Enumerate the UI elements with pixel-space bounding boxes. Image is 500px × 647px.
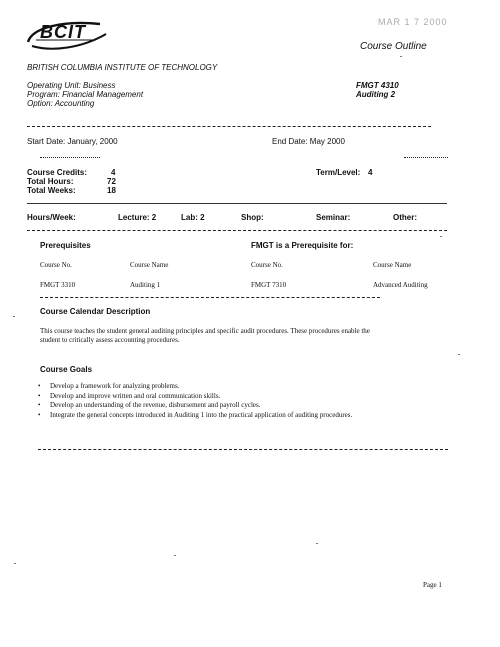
program: Program: Financial Management — [27, 90, 144, 99]
goals-heading: Course Goals — [40, 365, 93, 374]
course-code: FMGT 4310 — [356, 81, 399, 90]
doc-type: Course Outline — [360, 41, 427, 52]
scan-speck — [458, 354, 460, 355]
goal-item: • Develop a framework for analyzing problems. — [36, 382, 352, 392]
goal-item: • Develop an understanding of the revenue, disbursement and payroll cycles. — [36, 401, 352, 411]
option: Option: Accounting — [27, 99, 95, 108]
hours-value: 72 — [107, 177, 116, 186]
lecture-hours: Lecture: 2 — [118, 213, 157, 222]
col-course-no: Course No. — [251, 261, 283, 269]
divider-line — [38, 449, 448, 450]
weeks-label: Total Weeks: — [27, 186, 76, 195]
other-hours: Other: — [393, 213, 417, 222]
scan-speck — [174, 555, 176, 556]
divider-line — [27, 230, 447, 231]
end-date: End Date: May 2000 — [272, 137, 345, 146]
credits-label: Course Credits: — [27, 168, 88, 177]
hours-week-label: Hours/Week: — [27, 213, 76, 222]
weeks-value: 18 — [107, 186, 116, 195]
col-course-name: Course Name — [130, 261, 169, 269]
credits-value: 4 — [111, 168, 116, 177]
institute-name: BRITISH COLUMBIA INSTITUTE OF TECHNOLOGY — [27, 63, 218, 72]
description-heading: Course Calendar Description — [40, 307, 151, 316]
hours-label: Total Hours: — [27, 177, 74, 186]
course-name: Auditing 2 — [356, 90, 396, 99]
seminar-hours: Seminar: — [316, 213, 351, 222]
scan-speck — [400, 56, 402, 57]
postreq-course-no: FMGT 7310 — [251, 281, 287, 289]
divider-line — [27, 203, 447, 204]
shop-hours: Shop: — [241, 213, 264, 222]
start-date: Start Date: January, 2000 — [27, 137, 118, 146]
postreq-course-name: Advanced Auditing — [373, 281, 428, 289]
divider-line — [27, 126, 431, 127]
bcit-logo — [22, 12, 110, 56]
page-number: Page 1 — [423, 581, 442, 589]
scan-speck — [316, 543, 318, 544]
col-course-no: Course No. — [40, 261, 72, 269]
divider-line — [40, 157, 100, 158]
prereq-course-no: FMGT 3310 — [40, 281, 76, 289]
col-course-name: Course Name — [373, 261, 412, 269]
scan-speck — [13, 316, 15, 317]
goal-item: • Integrate the general concepts introduced in Auditing 1 into the practical application of auditing procedures. — [36, 411, 352, 421]
term-level-value: 4 — [368, 168, 373, 177]
operating-unit: Operating Unit: Business — [27, 81, 116, 90]
scan-speck — [14, 563, 16, 564]
goal-item: • Develop and improve written and oral communication skills. — [36, 392, 352, 402]
date-stamp: MAR 1 7 2000 — [378, 17, 448, 27]
prerequisites-heading: Prerequisites — [40, 241, 91, 250]
divider-line — [404, 157, 448, 158]
divider-line — [40, 297, 380, 298]
description-text: This course teaches the student general auditing principles and specific audit procedures. These procedures enable the — [40, 327, 370, 335]
prerequisite-for-heading: FMGT is a Prerequisite for: — [251, 241, 354, 250]
prereq-course-name: Auditing 1 — [130, 281, 161, 289]
lab-hours: Lab: 2 — [181, 213, 205, 222]
goals-list — [36, 382, 352, 420]
description-text: student to critically assess accounting procedures. — [40, 336, 180, 344]
term-level-label: Term/Level: — [316, 168, 361, 177]
scan-speck — [440, 236, 442, 237]
logo-text: BCIT — [40, 22, 86, 42]
